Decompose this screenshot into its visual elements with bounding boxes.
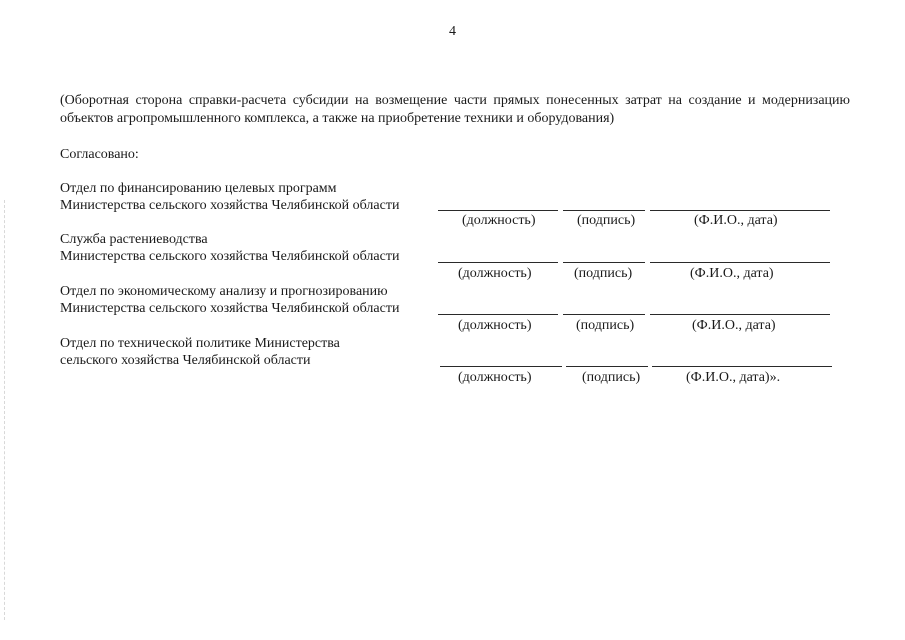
name-date-caption: (Ф.И.О., дата) [694, 213, 778, 228]
signoff-dept-line1: Отдел по технической политике Министерства [60, 336, 340, 351]
position-line[interactable] [438, 314, 558, 315]
position-line[interactable] [440, 366, 562, 367]
signature-line[interactable] [563, 262, 645, 263]
signoff-dept-line2: сельского хозяйства Челябинской области [60, 353, 311, 368]
signoff-dept-line1: Служба растениеводства [60, 232, 208, 247]
position-line[interactable] [438, 262, 558, 263]
signoff-dept-line2: Министерства сельского хозяйства Челябинской области [60, 249, 400, 264]
name-date-line[interactable] [650, 262, 830, 263]
signature-caption: (подпись) [577, 213, 636, 228]
position-line[interactable] [438, 210, 558, 211]
signature-line[interactable] [563, 210, 645, 211]
signoff-dept-line2: Министерства сельского хозяйства Челябинской области [60, 301, 400, 316]
name-date-caption: (Ф.И.О., дата) [692, 318, 776, 333]
signature-caption: (подпись) [582, 370, 641, 385]
page-number: 4 [449, 24, 456, 39]
name-date-caption: (Ф.И.О., дата)». [686, 370, 781, 385]
signature-line[interactable] [563, 314, 645, 315]
position-caption: (должность) [458, 266, 532, 281]
name-date-line[interactable] [650, 314, 830, 315]
name-date-line[interactable] [650, 210, 830, 211]
name-date-caption: (Ф.И.О., дата) [690, 266, 774, 281]
signature-line[interactable] [566, 366, 648, 367]
signoff-dept-line2: Министерства сельского хозяйства Челябинской области [60, 198, 400, 213]
position-caption: (должность) [458, 318, 532, 333]
scan-margin-mark [4, 200, 5, 620]
position-caption: (должность) [458, 370, 532, 385]
agreed-label: Согласовано: [60, 147, 139, 162]
intro-paragraph: (Оборотная сторона справки-расчета субсидии на возмещение части прямых понесенных затрат на создание и модернизацию объектов агропромышленного комплекса, а также на приобретение техники и оборудования) [60, 93, 850, 126]
signature-caption: (подпись) [576, 318, 635, 333]
name-date-line[interactable] [652, 366, 832, 367]
signature-caption: (подпись) [574, 266, 633, 281]
signoff-dept-line1: Отдел по финансированию целевых программ [60, 181, 337, 196]
position-caption: (должность) [462, 213, 536, 228]
signoff-dept-line1: Отдел по экономическому анализу и прогнозированию [60, 284, 388, 299]
